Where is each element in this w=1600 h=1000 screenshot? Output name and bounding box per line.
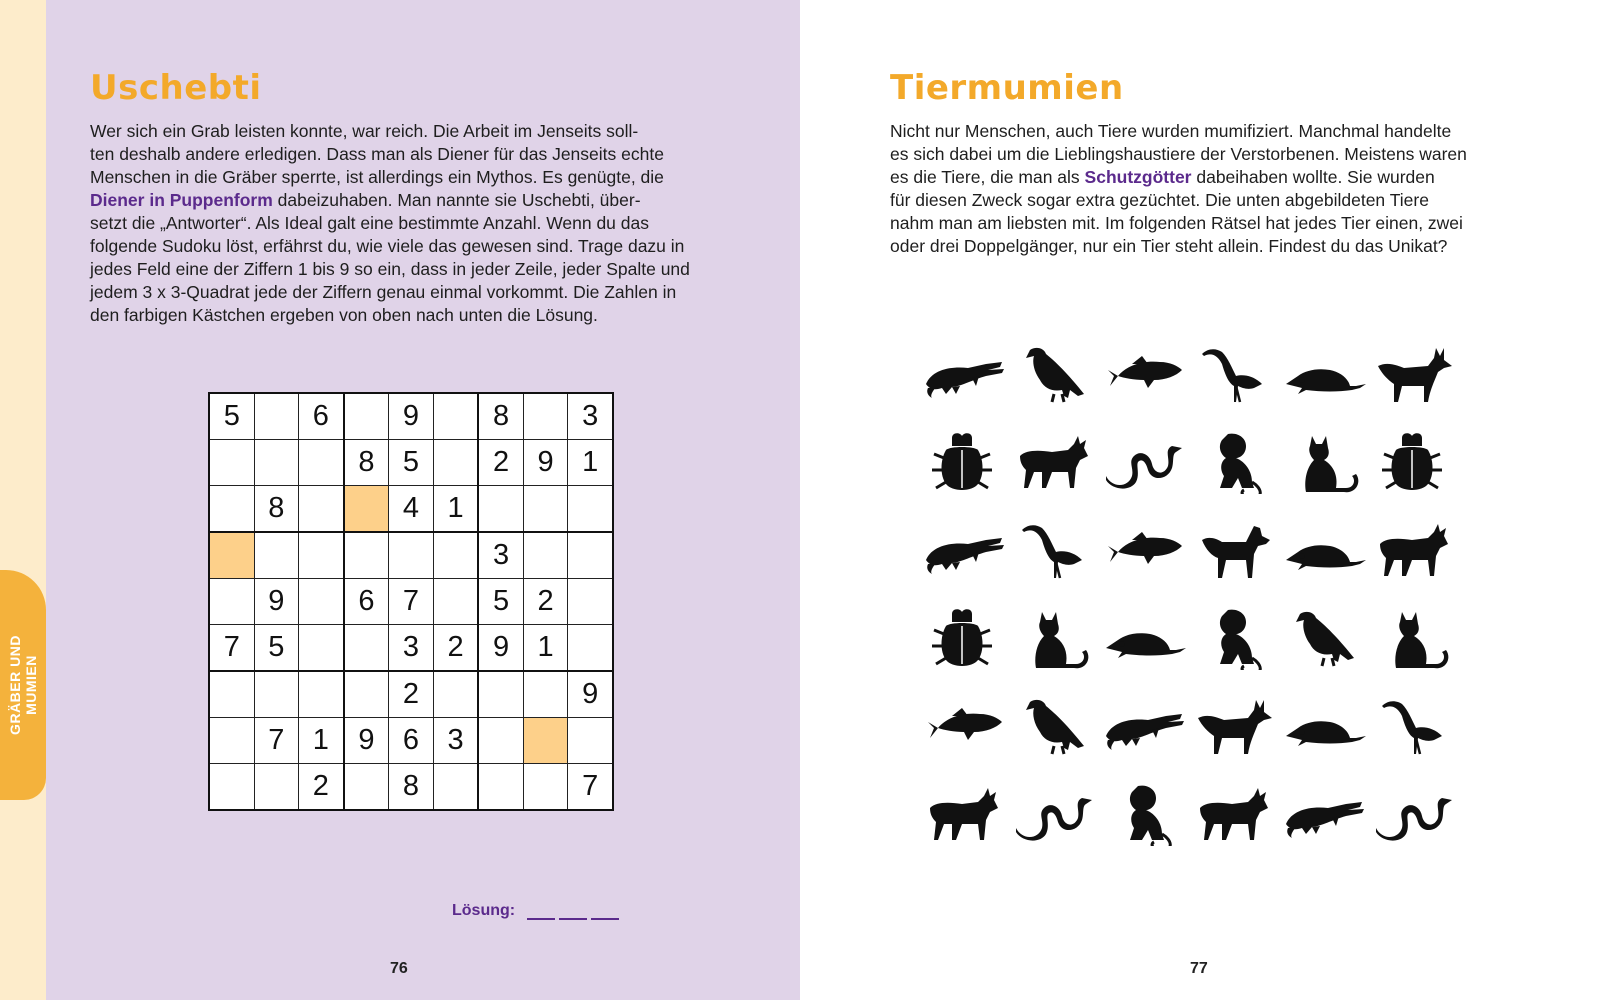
crocodile-icon[interactable]	[922, 516, 1006, 582]
sudoku-cell[interactable]	[209, 579, 254, 625]
sudoku-cell[interactable]	[299, 579, 344, 625]
sudoku-cell[interactable]: 8	[254, 486, 299, 533]
sudoku-cell[interactable]: 2	[478, 440, 523, 486]
sudoku-cell[interactable]: 8	[389, 764, 434, 811]
solution-line	[452, 902, 623, 920]
sudoku-cell[interactable]	[478, 671, 523, 718]
sudoku-cell[interactable]: 1	[523, 625, 568, 672]
cat-icon[interactable]	[1282, 428, 1366, 494]
sudoku-cell[interactable]	[344, 764, 389, 811]
sudoku-cell[interactable]: 4	[389, 486, 434, 533]
sudoku-cell[interactable]	[344, 671, 389, 718]
jackal-icon[interactable]	[1192, 692, 1276, 758]
sudoku-cell[interactable]	[568, 532, 613, 579]
sudoku-cell[interactable]: 2	[433, 625, 478, 672]
sudoku-cell[interactable]	[344, 486, 389, 533]
snake-icon[interactable]	[1012, 780, 1096, 846]
sudoku-cell[interactable]	[433, 764, 478, 811]
sudoku-cell[interactable]: 9	[344, 718, 389, 764]
sudoku-row	[209, 486, 613, 533]
text-line: setzt die „Antworter“. Als Ideal galt eine bestimmte Anzahl. Wenn du das	[90, 213, 649, 233]
bull-icon[interactable]	[922, 780, 1006, 846]
text-line: Nicht nur Menschen, auch Tiere wurden mumifiziert. Manchmal handelte	[890, 121, 1452, 141]
sudoku-cell[interactable]	[433, 671, 478, 718]
sudoku-cell[interactable]	[568, 625, 613, 672]
sudoku-cell[interactable]	[523, 486, 568, 533]
sudoku-cell[interactable]	[478, 718, 523, 764]
sudoku-cell[interactable]	[209, 440, 254, 486]
text-line: oder drei Doppelgänger, nur ein Tier steht allein. Findest du das Unikat?	[890, 236, 1448, 256]
sudoku-cell[interactable]: 2	[299, 764, 344, 811]
solution-blank[interactable]	[527, 904, 555, 920]
page-number-right: 77	[1190, 960, 1208, 977]
sudoku-cell[interactable]	[299, 486, 344, 533]
animal-puzzle-grid	[922, 340, 1482, 860]
text-segment: dabeihaben wollte. Sie wurden	[1191, 167, 1435, 187]
highlight-schutzgoetter: Schutzgötter	[1084, 167, 1192, 187]
page-number-left: 76	[390, 960, 408, 977]
sudoku-cell[interactable]	[568, 718, 613, 764]
right-page-text	[890, 120, 1467, 258]
falcon-icon[interactable]	[1282, 604, 1366, 670]
chapter-tab-line-2: MUMIEN	[23, 655, 39, 715]
sudoku-cell[interactable]	[299, 625, 344, 672]
sudoku-cell[interactable]	[254, 532, 299, 579]
sudoku-cell[interactable]	[523, 718, 568, 764]
text-line: ten deshalb andere erledigen. Dass man als Diener für das Jenseits echte	[90, 144, 664, 164]
sudoku-cell[interactable]	[478, 486, 523, 533]
text-line: es sich dabei um die Lieblingshaustiere der Verstorbenen. Meistens waren	[890, 144, 1467, 164]
ibis-icon[interactable]	[1372, 692, 1456, 758]
ibis-icon[interactable]	[1012, 516, 1096, 582]
sudoku-cell[interactable]	[254, 393, 299, 440]
sudoku-row	[209, 718, 613, 764]
sudoku-cell[interactable]	[523, 393, 568, 440]
fish-icon[interactable]	[1102, 340, 1186, 406]
sudoku-cell[interactable]: 3	[433, 718, 478, 764]
sudoku-row	[209, 764, 613, 811]
text-line: Wer sich ein Grab leisten konnte, war reich. Die Arbeit im Jenseits soll-	[90, 121, 639, 141]
cat-icon[interactable]	[1372, 604, 1456, 670]
shrew-icon[interactable]	[1282, 340, 1366, 406]
sudoku-cell[interactable]	[344, 393, 389, 440]
falcon-icon[interactable]	[1012, 340, 1096, 406]
sudoku-cell[interactable]: 5	[389, 440, 434, 486]
shrew-icon[interactable]	[1102, 604, 1186, 670]
baboon-icon[interactable]	[1102, 780, 1186, 846]
sudoku-cell[interactable]: 5	[254, 625, 299, 672]
solution-label: Lösung:	[452, 902, 516, 919]
falcon-icon[interactable]	[1012, 692, 1096, 758]
sudoku-cell[interactable]	[478, 764, 523, 811]
sudoku-cell[interactable]: 1	[433, 486, 478, 533]
text-line: nahm man am liebsten mit. Im folgenden Rätsel hat jedes Tier einen, zwei	[890, 213, 1463, 233]
sudoku-cell[interactable]	[209, 718, 254, 764]
sudoku-cell[interactable]: 1	[299, 718, 344, 764]
shrew-icon[interactable]	[1282, 516, 1366, 582]
sudoku-cell[interactable]: 8	[344, 440, 389, 486]
sudoku-cell[interactable]	[568, 579, 613, 625]
sudoku-cell[interactable]	[254, 440, 299, 486]
baboon-icon[interactable]	[1192, 604, 1276, 670]
bull-icon[interactable]	[1012, 428, 1096, 494]
sudoku-cell[interactable]: 2	[523, 579, 568, 625]
sudoku-cell[interactable]: 8	[478, 393, 523, 440]
solution-blank[interactable]	[591, 904, 619, 920]
sudoku-cell[interactable]: 9	[254, 579, 299, 625]
baboon-icon[interactable]	[1192, 428, 1276, 494]
sudoku-row	[209, 440, 613, 486]
text-line: jedes Feld eine der Ziffern 1 bis 9 so ein, dass in jeder Zeile, jeder Spalte und	[90, 259, 690, 279]
sudoku-cell[interactable]	[433, 579, 478, 625]
sudoku-cell[interactable]: 7	[254, 718, 299, 764]
shrew-icon[interactable]	[1282, 692, 1366, 758]
scarab-icon[interactable]	[922, 604, 1006, 670]
sudoku-cell[interactable]	[299, 532, 344, 579]
sudoku-cell[interactable]: 9	[523, 440, 568, 486]
solution-blank[interactable]	[559, 904, 587, 920]
sudoku-cell[interactable]	[433, 440, 478, 486]
sudoku-cell[interactable]	[299, 671, 344, 718]
sudoku-cell[interactable]	[568, 486, 613, 533]
highlight-diener: Diener in Puppenform	[90, 190, 273, 210]
sudoku-cell[interactable]: 1	[568, 440, 613, 486]
sudoku-cell[interactable]	[523, 532, 568, 579]
text-segment: dabeizuhaben. Man nannte sie Uschebti, über-	[272, 190, 641, 210]
sudoku-grid	[208, 392, 614, 811]
dog-icon[interactable]	[1192, 516, 1276, 582]
sudoku-cell[interactable]	[209, 532, 254, 579]
sudoku-cell[interactable]	[299, 440, 344, 486]
sudoku-row	[209, 579, 613, 625]
sudoku-cell[interactable]	[344, 532, 389, 579]
sudoku-cell[interactable]: 9	[478, 625, 523, 672]
sudoku-cell[interactable]	[389, 532, 434, 579]
sudoku-row	[209, 393, 613, 440]
side-strip	[0, 0, 46, 1000]
text-line: folgende Sudoku löst, erfährst du, wie viele das gewesen sind. Trage dazu in	[90, 236, 685, 256]
crocodile-icon[interactable]	[1102, 692, 1186, 758]
sudoku-cell[interactable]	[344, 625, 389, 672]
bull-icon[interactable]	[1192, 780, 1276, 846]
sudoku-cell[interactable]: 6	[389, 718, 434, 764]
text-line	[90, 189, 690, 212]
sudoku-cell[interactable]: 6	[344, 579, 389, 625]
sudoku-cell[interactable]: 7	[209, 625, 254, 672]
sudoku-cell[interactable]: 5	[209, 393, 254, 440]
fish-icon[interactable]	[922, 692, 1006, 758]
sudoku-cell[interactable]	[209, 764, 254, 811]
text-line: Menschen in die Gräber sperrte, ist allerdings ein Mythos. Es genügte, die	[90, 167, 664, 187]
scarab-icon[interactable]	[922, 428, 1006, 494]
sudoku-cell[interactable]: 3	[389, 625, 434, 672]
sudoku-cell[interactable]: 3	[478, 532, 523, 579]
chapter-tab-line-1: GRÄBER UND	[7, 635, 23, 735]
sudoku-cell[interactable]	[209, 671, 254, 718]
sudoku-cell[interactable]: 5	[478, 579, 523, 625]
bull-icon[interactable]	[1372, 516, 1456, 582]
sudoku-cell[interactable]	[433, 393, 478, 440]
text-line	[890, 166, 1467, 189]
ibis-icon[interactable]	[1192, 340, 1276, 406]
scarab-icon[interactable]	[1372, 428, 1456, 494]
text-line: jedem 3 x 3-Quadrat jede der Ziffern genau einmal vorkommt. Die Zahlen in	[90, 282, 677, 302]
sudoku-cell[interactable]: 7	[389, 579, 434, 625]
sudoku-cell[interactable]	[209, 486, 254, 533]
jackal-icon[interactable]	[1372, 340, 1456, 406]
sudoku-cell[interactable]: 2	[389, 671, 434, 718]
sudoku-cell[interactable]	[523, 764, 568, 811]
sudoku-cell[interactable]	[523, 671, 568, 718]
crocodile-icon[interactable]	[922, 340, 1006, 406]
left-page-title: Uschebti	[90, 68, 262, 108]
fish-icon[interactable]	[1102, 516, 1186, 582]
left-page-text	[90, 120, 690, 327]
sudoku-cell[interactable]: 7	[568, 764, 613, 811]
sudoku-cell[interactable]	[254, 764, 299, 811]
right-page-title: Tiermumien	[890, 68, 1124, 108]
text-segment: es die Tiere, die man als	[890, 167, 1085, 187]
sudoku-row	[209, 532, 613, 579]
sudoku-cell[interactable]: 3	[568, 393, 613, 440]
sudoku-cell[interactable]: 9	[389, 393, 434, 440]
sudoku-row	[209, 625, 613, 672]
sudoku-cell[interactable]: 9	[568, 671, 613, 718]
sudoku-row	[209, 671, 613, 718]
crocodile-icon[interactable]	[1282, 780, 1366, 846]
sudoku-cell[interactable]	[254, 671, 299, 718]
sudoku-cell[interactable]: 6	[299, 393, 344, 440]
text-line: für diesen Zweck sogar extra gezüchtet. Die unten abgebildeten Tiere	[890, 190, 1429, 210]
chapter-tab-label	[7, 635, 39, 735]
sudoku-cell[interactable]	[433, 532, 478, 579]
snake-icon[interactable]	[1372, 780, 1456, 846]
text-line: den farbigen Kästchen ergeben von oben nach unten die Lösung.	[90, 305, 598, 325]
snake-icon[interactable]	[1102, 428, 1186, 494]
cat-icon[interactable]	[1012, 604, 1096, 670]
